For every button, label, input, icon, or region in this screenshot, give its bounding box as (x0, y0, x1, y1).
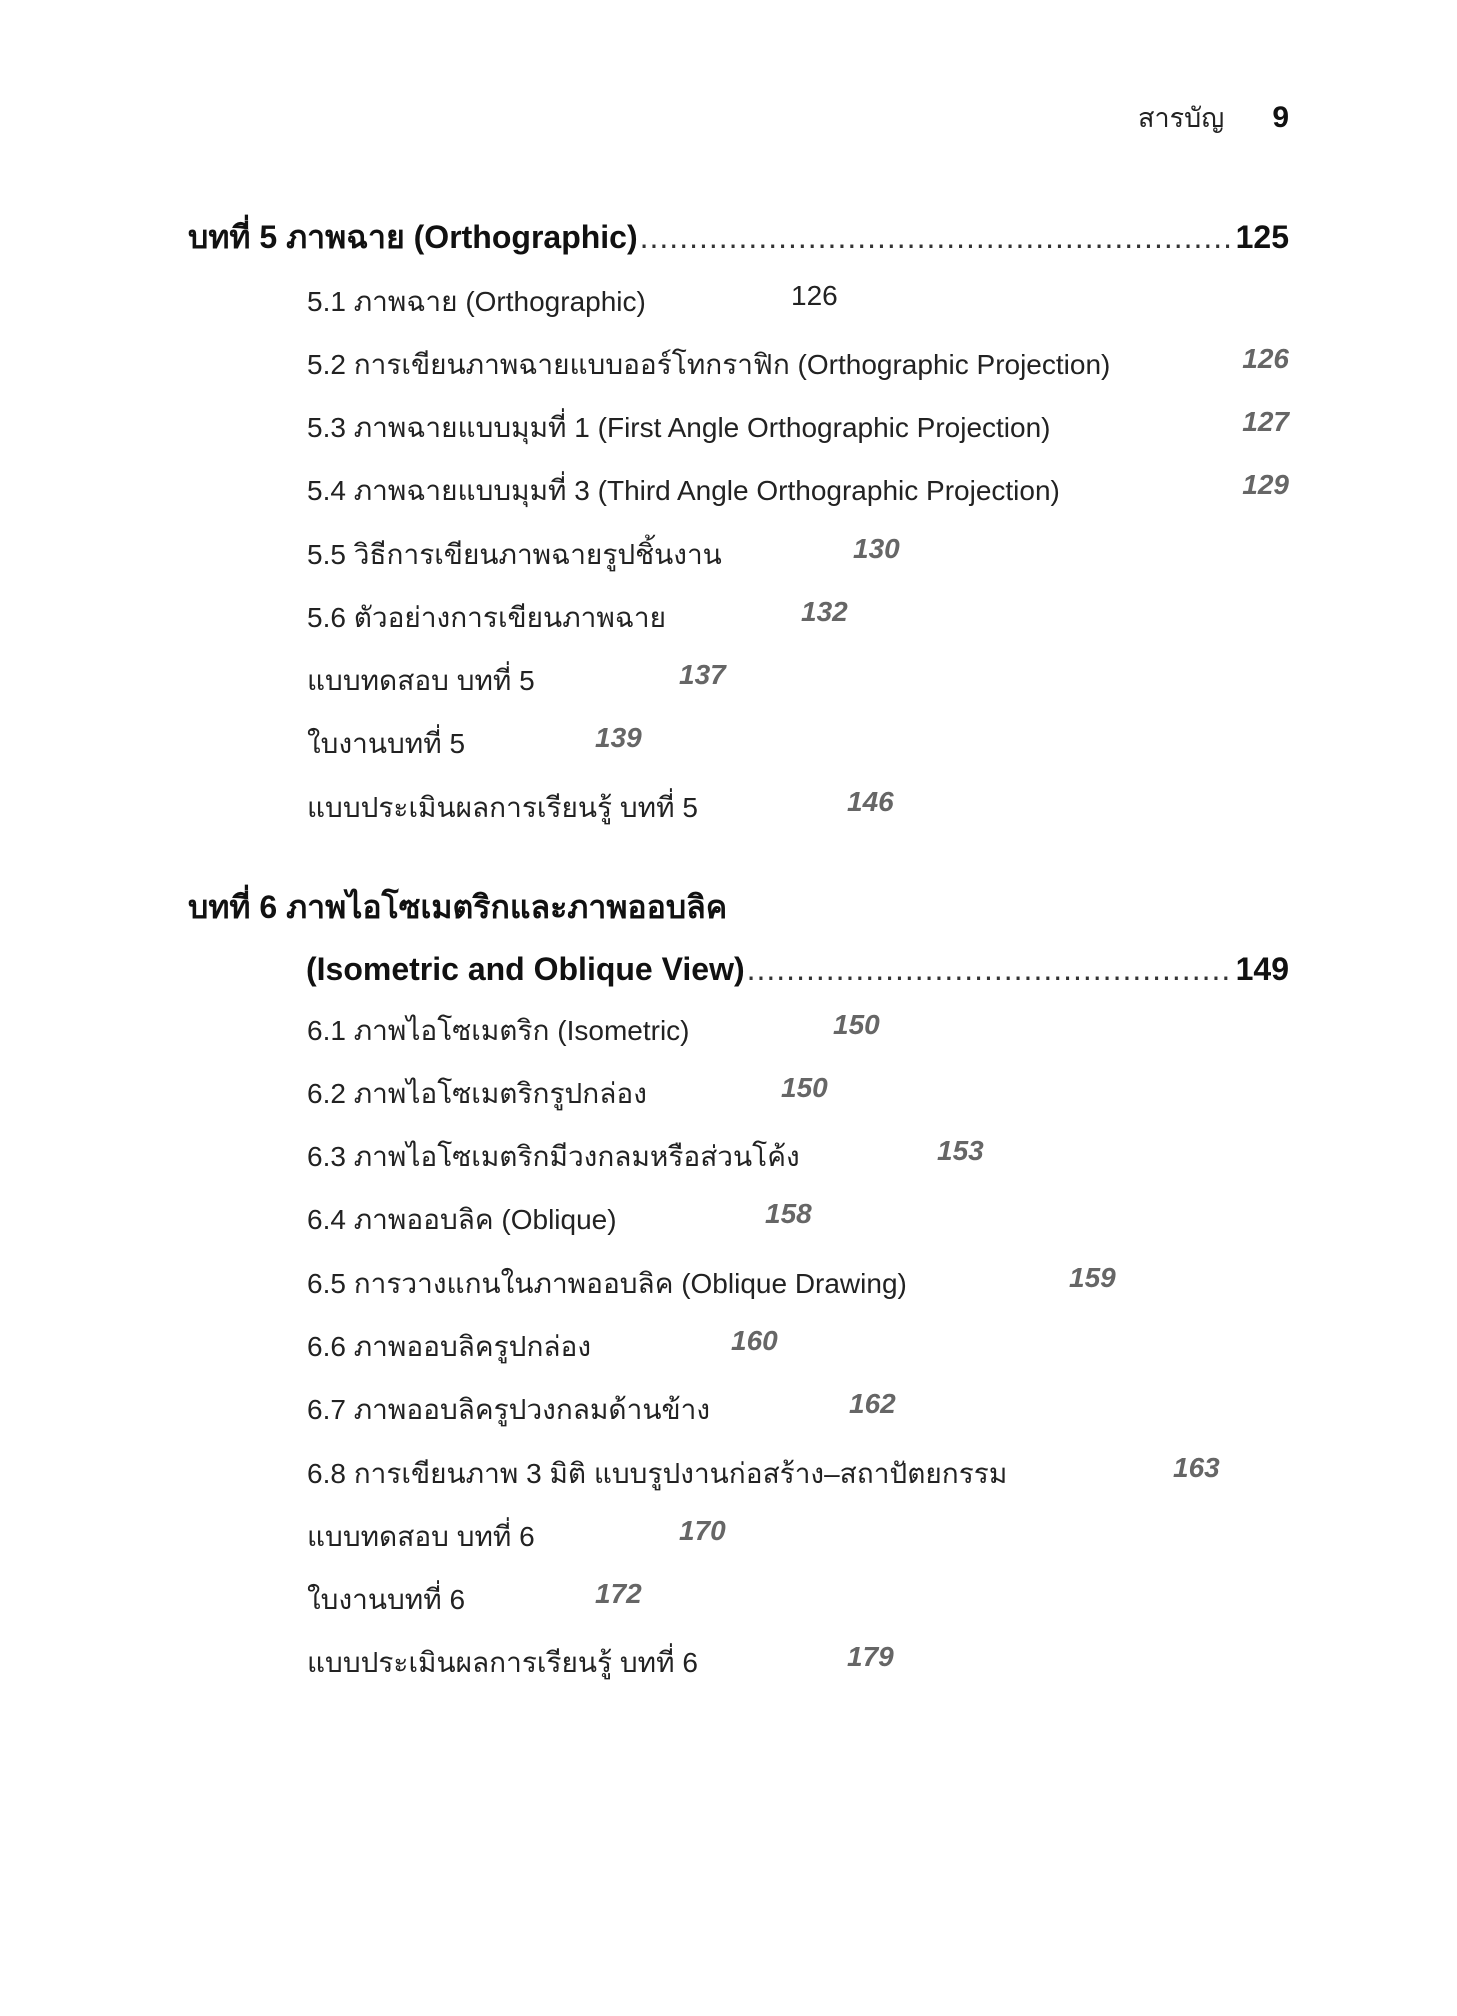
toc-entry[interactable] (307, 596, 848, 640)
toc-entry[interactable] (307, 280, 838, 324)
entry-title: 5.4 ภาพฉายแบบมุมที่ 3 (Third Angle Orthographic Projection) (307, 475, 1060, 506)
leader-dots (640, 219, 1234, 256)
header-title: สารบัญ (1138, 103, 1225, 133)
chapter-6-heading[interactable] (188, 882, 1289, 988)
entry-title: 5.1 ภาพฉาย (Orthographic) (307, 286, 646, 317)
entry-page: 130 (853, 533, 900, 564)
toc-entry[interactable] (307, 1388, 896, 1432)
entry-title: ใบงานบทที่ 5 (307, 728, 466, 759)
entry-page: 158 (765, 1198, 812, 1229)
entry-title: 6.3 ภาพไอโซเมตริกมีวงกลมหรือส่วนโค้ง (307, 1141, 800, 1172)
chapter-5-title: บทที่ 5 ภาพฉาย (Orthographic) (188, 219, 638, 255)
entry-page: 139 (595, 722, 642, 753)
toc-entry[interactable] (307, 343, 1289, 387)
entry-page: 170 (679, 1515, 726, 1546)
entry-title: 6.1 ภาพไอโซเมตริก (Isometric) (307, 1015, 690, 1046)
toc-entry[interactable] (307, 1578, 642, 1622)
entry-title: แบบประเมินผลการเรียนรู้ บทที่ 5 (307, 792, 698, 823)
entry-title: แบบทดสอบ บทที่ 5 (307, 665, 535, 696)
toc-entry[interactable] (307, 1072, 828, 1116)
entry-page: 162 (849, 1388, 896, 1419)
entry-title: 6.5 การวางแกนในภาพออบลิค (Oblique Drawing) (307, 1268, 907, 1299)
entry-page: 126 (791, 280, 838, 311)
entry-page: 179 (847, 1641, 894, 1672)
toc-entry[interactable] (307, 659, 726, 703)
toc-entry[interactable] (307, 1452, 1220, 1496)
toc-entry[interactable] (307, 1262, 1116, 1306)
entry-title: แบบทดสอบ บทที่ 6 (307, 1521, 535, 1552)
chapter-5-page: 125 (1235, 219, 1289, 255)
entry-page: 172 (595, 1578, 642, 1609)
entry-title: 5.2 การเขียนภาพฉายแบบออร์โทกราฟิก (Orthographic Projection) (307, 349, 1111, 380)
entry-page: 150 (833, 1009, 880, 1040)
toc-entry[interactable] (307, 786, 894, 830)
chapter-5-heading[interactable] (188, 212, 1289, 263)
entry-title: 5.3 ภาพฉายแบบมุมที่ 1 (First Angle Orthographic Projection) (307, 412, 1051, 443)
entry-page: 153 (937, 1135, 984, 1166)
entry-page: 126 (1242, 343, 1289, 374)
toc-entry[interactable] (307, 406, 1289, 450)
entry-title: 6.6 ภาพออบลิครูปกล่อง (307, 1331, 592, 1362)
leader-dots (747, 951, 1234, 988)
chapter-6-title: บทที่ 6 ภาพไอโซเมตริกและภาพออบลิค (188, 889, 728, 925)
entry-title: 5.6 ตัวอย่างการเขียนภาพฉาย (307, 602, 667, 633)
entry-page: 137 (679, 659, 726, 690)
entry-page: 132 (801, 596, 848, 627)
toc-entry[interactable] (307, 533, 900, 577)
entry-page: 129 (1242, 469, 1289, 500)
entry-page: 163 (1173, 1452, 1220, 1483)
toc-entry[interactable] (307, 469, 1289, 513)
entry-page: 159 (1069, 1262, 1116, 1293)
toc-entry[interactable] (307, 1198, 812, 1242)
entry-page: 160 (731, 1325, 778, 1356)
chapter-6-subtitle: (Isometric and Oblique View) (306, 951, 745, 987)
toc-entry[interactable] (307, 1641, 894, 1685)
entry-title: ใบงานบทที่ 6 (307, 1584, 466, 1615)
header-page-number: 9 (1272, 101, 1289, 134)
entry-title: แบบประเมินผลการเรียนรู้ บทที่ 6 (307, 1647, 698, 1678)
entry-title: 6.2 ภาพไอโซเมตริกรูปกล่อง (307, 1078, 647, 1109)
toc-entry[interactable] (307, 1515, 726, 1559)
toc-entry[interactable] (307, 722, 642, 766)
toc-entry[interactable] (307, 1135, 984, 1179)
running-header (1138, 96, 1289, 139)
chapter-6-page: 149 (1235, 951, 1289, 987)
entry-page: 146 (847, 786, 894, 817)
entry-page: 127 (1242, 406, 1289, 437)
entry-title: 6.4 ภาพออบลิค (Oblique) (307, 1204, 617, 1235)
toc-entry[interactable] (307, 1325, 778, 1369)
entry-title: 6.7 ภาพออบลิครูปวงกลมด้านข้าง (307, 1394, 710, 1425)
entry-page: 150 (781, 1072, 828, 1103)
toc-entry[interactable] (307, 1009, 880, 1053)
entry-title: 6.8 การเขียนภาพ 3 มิติ แบบรูปงานก่อสร้าง–สถาปัตยกรรม (307, 1458, 1008, 1489)
entry-title: 5.5 วิธีการเขียนภาพฉายรูปชิ้นงาน (307, 539, 722, 570)
